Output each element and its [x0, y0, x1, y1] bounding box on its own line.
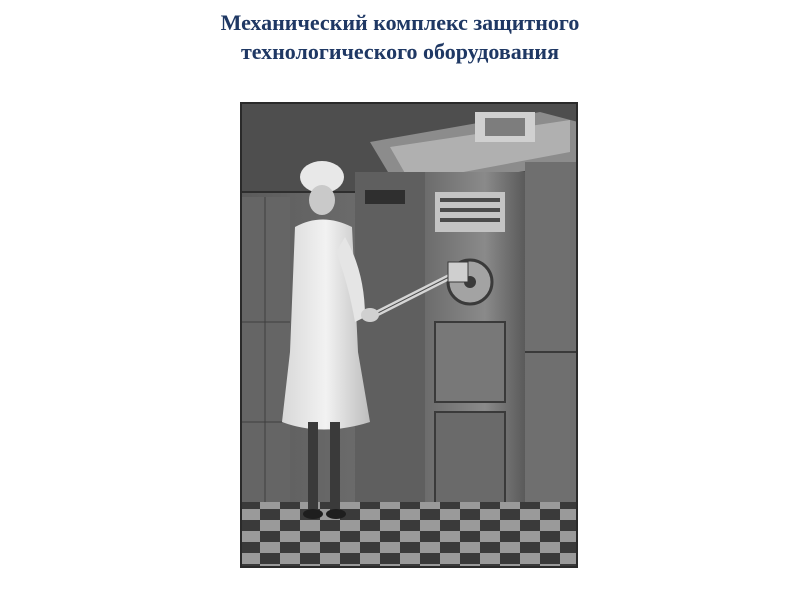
slide-title-line-1: Механический комплекс защитного — [220, 10, 580, 35]
checkered-floor — [240, 502, 578, 568]
shielded-cabinet — [355, 172, 435, 522]
left-wall-cabinets — [240, 197, 290, 527]
slide-title-line-2: технологического оборудования — [240, 39, 560, 64]
equipment-photo — [240, 102, 578, 568]
slide-title — [0, 8, 800, 66]
photo-illustration — [240, 102, 578, 568]
